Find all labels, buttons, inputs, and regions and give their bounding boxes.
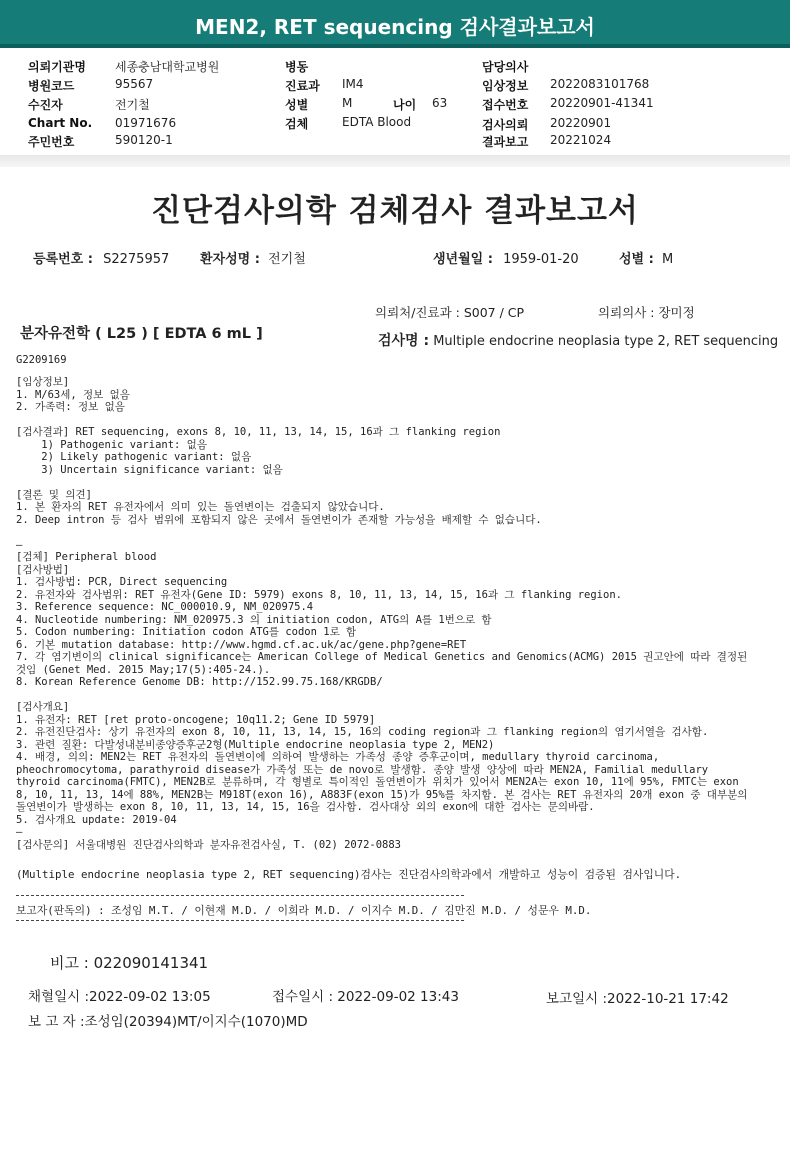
chart-no-label: Chart No. bbox=[28, 116, 93, 130]
divider-top bbox=[16, 895, 464, 896]
accession-label: 접수번호 bbox=[482, 98, 529, 112]
report-main-title: 진단검사의학 검체검사 결과보고서 bbox=[151, 193, 639, 229]
sex-label: 성별 bbox=[285, 98, 309, 112]
registration-label: 등록번호 : bbox=[33, 252, 93, 267]
registration-row bbox=[33, 248, 169, 267]
report-date-value: 20221024 bbox=[550, 133, 612, 147]
patient-name-value: 전기철 bbox=[268, 252, 306, 267]
department-value: IM4 bbox=[342, 77, 364, 91]
separator-band bbox=[0, 155, 790, 167]
reporters-line: 보고자(판독의) : 조성임 M.T. / 이현재 M.D. / 이희라 M.D. / 이지수 M.D. / 김만진 M.D. / 성문우 M.D. bbox=[16, 904, 592, 917]
collected-line: 채혈일시 :2022-09-02 13:05 bbox=[28, 989, 211, 1005]
department-label: 진료과 bbox=[285, 79, 320, 93]
section-title: 분자유전학 ( L25 ) [ EDTA 6 mL ] bbox=[20, 326, 263, 342]
hospital-code-label: 병원코드 bbox=[28, 79, 75, 93]
resident-no-value: 590120-1 bbox=[115, 133, 173, 147]
hospital-code-value: 95567 bbox=[115, 77, 154, 91]
sex-value: M bbox=[342, 96, 353, 110]
age-value: 63 bbox=[432, 96, 448, 110]
doctor-line: 의뢰의사 : 장미정 bbox=[598, 305, 695, 320]
registration-value: S2275957 bbox=[103, 252, 170, 267]
test-name-label: 검사명 : bbox=[378, 333, 430, 349]
accession-value: 20220901-41341 bbox=[550, 96, 654, 110]
specimen-value: EDTA Blood bbox=[342, 115, 412, 129]
physician-label: 담당의사 bbox=[482, 60, 529, 74]
validation-note: (Multiple endocrine neoplasia type 2, RET sequencing)검사는 진단검사의학과에서 개발하고 성능이 검증된 검사입니다. bbox=[16, 868, 682, 881]
dob-value: 1959-01-20 bbox=[503, 252, 579, 267]
request-date-label: 검사의뢰 bbox=[482, 118, 529, 132]
chart-no-value: 01971676 bbox=[115, 116, 177, 130]
report-title: MEN2, RET sequencing 검사결과보고서 bbox=[195, 15, 595, 39]
test-name-row bbox=[378, 330, 778, 350]
divider-bottom bbox=[16, 920, 464, 921]
received-line: 접수일시 : 2022-09-02 13:43 bbox=[272, 989, 459, 1005]
note-line: 비고 : 022090141341 bbox=[50, 954, 209, 972]
request-date-value: 20220901 bbox=[550, 116, 612, 130]
test-name-value: Multiple endocrine neoplasia type 2, RET sequencing bbox=[433, 334, 779, 349]
specimen-id: G2209169 bbox=[16, 354, 67, 366]
clinical-info-value: 2022083101768 bbox=[550, 77, 650, 91]
report-sex-value: M bbox=[661, 252, 674, 267]
patient-value: 전기철 bbox=[115, 98, 150, 112]
institution-value: 세종충남대학교병원 bbox=[115, 60, 220, 74]
report-title-bar bbox=[0, 0, 790, 48]
dob-label: 생년월일 : bbox=[433, 252, 493, 267]
ward-label: 병동 bbox=[285, 60, 309, 74]
patient-name-row bbox=[200, 248, 306, 267]
report-sex-row bbox=[619, 248, 673, 267]
age-label: 나이 bbox=[393, 98, 417, 112]
dob-row bbox=[433, 248, 579, 267]
specimen-label: 검체 bbox=[285, 117, 309, 131]
institution-label: 의뢰기관명 bbox=[28, 60, 86, 74]
report-sex-label: 성별 : bbox=[619, 252, 654, 267]
dept-line: 의뢰처/진료과 : S007 / CP bbox=[375, 305, 525, 320]
patient-label: 수진자 bbox=[28, 98, 63, 112]
report-date-label: 결과보고 bbox=[482, 135, 529, 149]
reported-line: 보고일시 :2022-10-21 17:42 bbox=[546, 991, 729, 1007]
clinical-info-label: 임상정보 bbox=[482, 79, 529, 93]
report-body: [임상정보] 1. M/63세, 정보 없음 2. 가족력: 정보 없음 [검사결과] RET sequencing, exons 8, 10, 11, 13, 14, 15, 16과 그 flanking region 1) Pathogenic variant: 없음 2) Likely pathogenic variant: 없음 3) Uncertain significance variant: 없음 [결론 및 의견] 1. 본 환자의 RET 유전자에서 의미 있는 돌연변이는 검출되지 않았습니다. 2. Deep intron 등 검사 범위에 포함되지 않은 곳에서 돌연변이가 존재할 가능성을 배제할 수 없습니다. — [검체] Peripheral blood [검사방법] 1. 검사방법: PCR, Direct sequencing 2. 유전자와 검사범위: RET 유전자(Gene ID: 5979) exons 8, 10, 11, 13, 14, 15, 16과 그 flanking region. 3. Reference sequence: NC_000010.9, NM_020975.4 4. Nucleotide numbering: NM_020975.3 의 initiation codon, ATG의 A를 1번으로 함 5. Codon numbering: Initiation codon ATG를 codon 1로 함 6. 기본 mutation database: http://www.hgmd.cf.ac.uk/ac/gene.php?gene=RET 7. 각 염기변이의 clinical significance는 American College of Medical Genetics and Genomics(ACMG) 2015 권고안에 따라 결정된 것임 (Genet Med. 2015 May;17(5):405-24.). 8. Korean Reference Genome DB: http://152.99.75.168/KRGDB/ [검사개요] 1. 유전자: RET [ret proto-oncogene; 10q11.2; Gene ID 5979] 2. 유전진단검사: 상기 유전자의 exon 8, 10, 11, 13, 14, 15, 16의 coding region과 그 flanking region의 염기서열을 검사함. 3. 관련 질환: 다발성내분비종양증후군2형(Multiple endocrine neoplasia type 2, MEN2) 4. 배경, 의의: MEN2는 RET 유전자의 돌연변이에 의하여 발생하는 가족성 종양 증후군이며, medullary thyroid carcinoma, pheochromocytoma, parathyroid disease가 가족성 또는 de novo로 발생함. 종양 발생 양상에 따라 MEN2A, Familial medullary thyroid carcinoma(FMTC), MEN2B로 분류하며, 각 형별로 특이적인 돌연변이가 위치가 있어서 MEN2A는 exon 10, 11에 95%, FMTC는 exon 8, 10, 11, 13, 14에 88%, MEN2B는 M918T(exon 16), A883F(exon 15)가 95%를 차지함. 본 검사는 RET 유전자의 20개 exon 중 대부분의 돌연변이가 발생하는 exon 8, 10, 11, 13, 14, 15, 16을 검사함. 검사대상 외의 exon에 대한 검사는 문의바람. 5. 검사개요 update: 2019-04 — [검사문의] 서울대병원 진단검사의학과 분자유전검사실, T. (02) 2072-0883 bbox=[16, 376, 748, 851]
patient-name-label: 환자성명 : bbox=[200, 252, 260, 267]
resident-no-label: 주민번호 bbox=[28, 135, 75, 149]
reporter-line: 보 고 자 :조성임(20394)MT/이지수(1070)MD bbox=[28, 1014, 308, 1030]
